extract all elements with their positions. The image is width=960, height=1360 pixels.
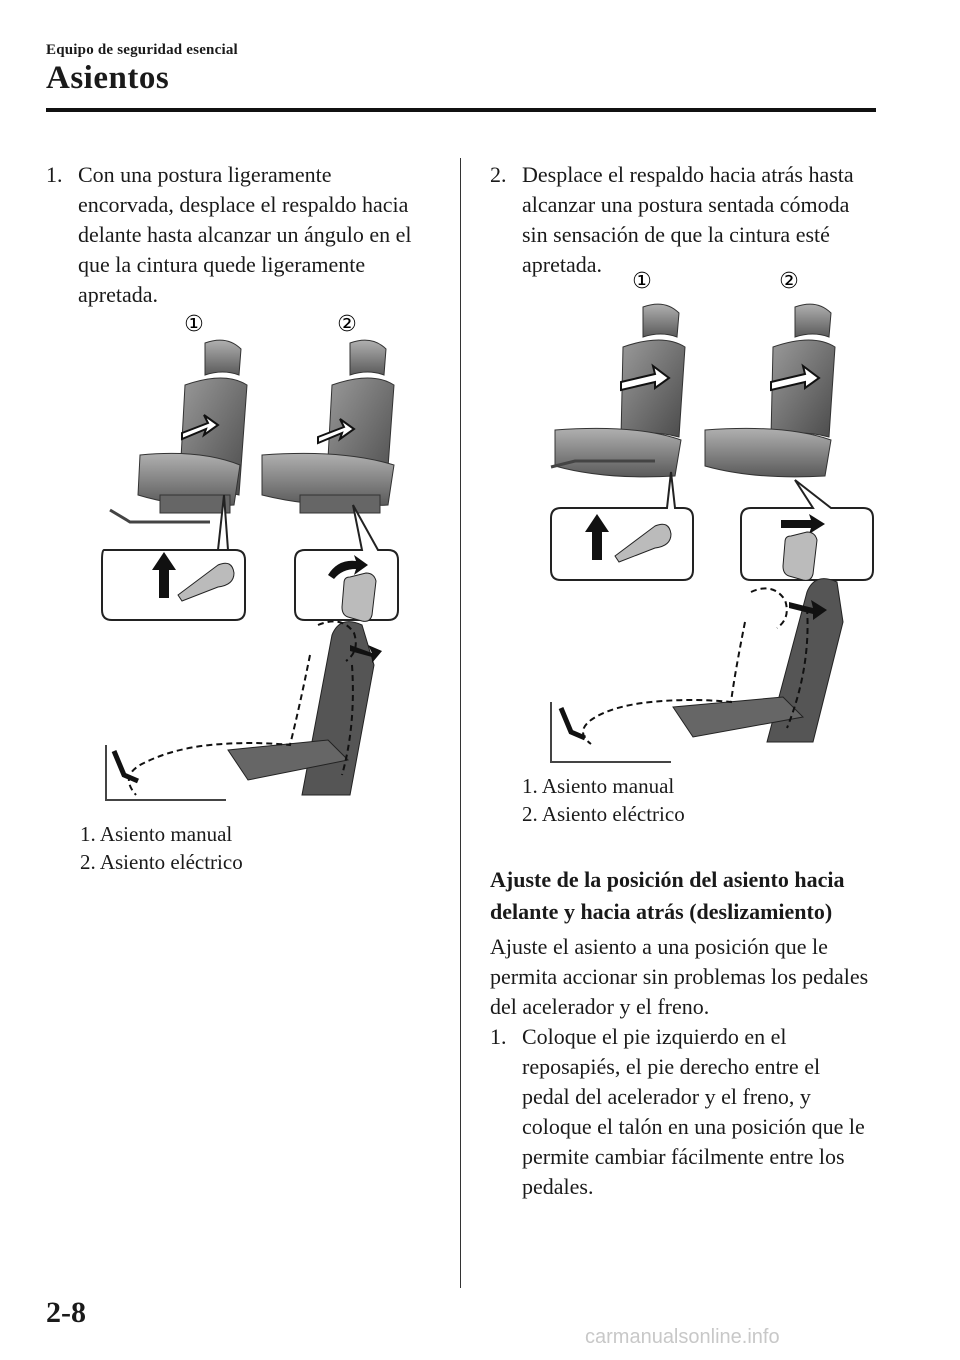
right-seat-illustration — [545, 262, 875, 772]
step-line: apretada. — [78, 282, 158, 307]
step-line: pedales. — [522, 1174, 594, 1199]
posture-diagram — [106, 621, 382, 800]
step-line: sin sensación de que la cintura esté — [522, 222, 830, 247]
page-title: Asientos — [46, 60, 170, 96]
posture-diagram — [551, 579, 843, 762]
body-paragraph — [490, 932, 930, 1022]
step-line: encorvada, desplace el respaldo hacia — [78, 192, 409, 217]
marker-1: ① — [632, 268, 652, 293]
lever-callout — [551, 472, 693, 580]
caption-power: 2. Asiento eléctrico — [80, 850, 243, 874]
step-number: 1. — [46, 162, 63, 187]
section-subheading — [490, 864, 920, 928]
subheading-line: delante y hacia atrás (deslizamiento) — [490, 899, 833, 924]
step-line: permite cambiar fácilmente entre los — [522, 1144, 845, 1169]
watermark: carmanualsonline.info — [585, 1326, 780, 1348]
step-line: que la cintura quede ligeramente — [78, 252, 366, 277]
step-line: reposapiés, el pie derecho entre el — [522, 1054, 821, 1079]
step-line: Con una postura ligeramente — [78, 162, 332, 187]
step-line: Coloque el pie izquierdo en el — [522, 1024, 787, 1049]
step-line: coloque el talón en una posición que le — [522, 1114, 865, 1139]
manual-seat-icon — [551, 304, 685, 477]
step-line: alcanzar una postura sentada cómoda — [522, 192, 850, 217]
paragraph-line: del acelerador y el freno. — [490, 994, 710, 1019]
switch-callout — [295, 505, 398, 621]
caption-power: 2. Asiento eléctrico — [522, 802, 685, 826]
step-line: delante hasta alcanzar un ángulo en el — [78, 222, 412, 247]
paragraph-line: Ajuste el asiento a una posición que le — [490, 934, 828, 959]
step-number: 1. — [490, 1024, 507, 1049]
section-label: Equipo de seguridad esencial — [46, 42, 238, 58]
right-step-1 — [490, 1022, 930, 1212]
marker-2: ② — [779, 268, 799, 293]
subheading-line: Ajuste de la posición del asiento hacia — [490, 867, 845, 892]
power-seat-icon — [705, 304, 835, 477]
marker-1: ① — [184, 311, 204, 336]
paragraph-line: permita accionar sin problemas los pedales — [490, 964, 869, 989]
step-line: pedal del acelerador y el freno, y — [522, 1084, 811, 1109]
step-number: 2. — [490, 162, 507, 187]
caption-manual: 1. Asiento manual — [522, 774, 675, 798]
left-step-1 — [46, 160, 456, 310]
page-number: 2-8 — [46, 1296, 86, 1329]
step-line: Desplace el respaldo hacia atrás hasta — [522, 162, 854, 187]
switch-callout — [741, 480, 873, 580]
column-divider — [460, 158, 461, 1288]
marker-2: ② — [337, 311, 357, 336]
power-seat-icon — [262, 340, 394, 513]
title-rule — [46, 108, 876, 112]
step-line: apretada. — [522, 252, 602, 277]
lever-callout — [102, 495, 245, 620]
manual-seat-icon — [110, 340, 247, 522]
caption-manual: 1. Asiento manual — [80, 822, 233, 846]
left-seat-illustration — [100, 305, 420, 810]
